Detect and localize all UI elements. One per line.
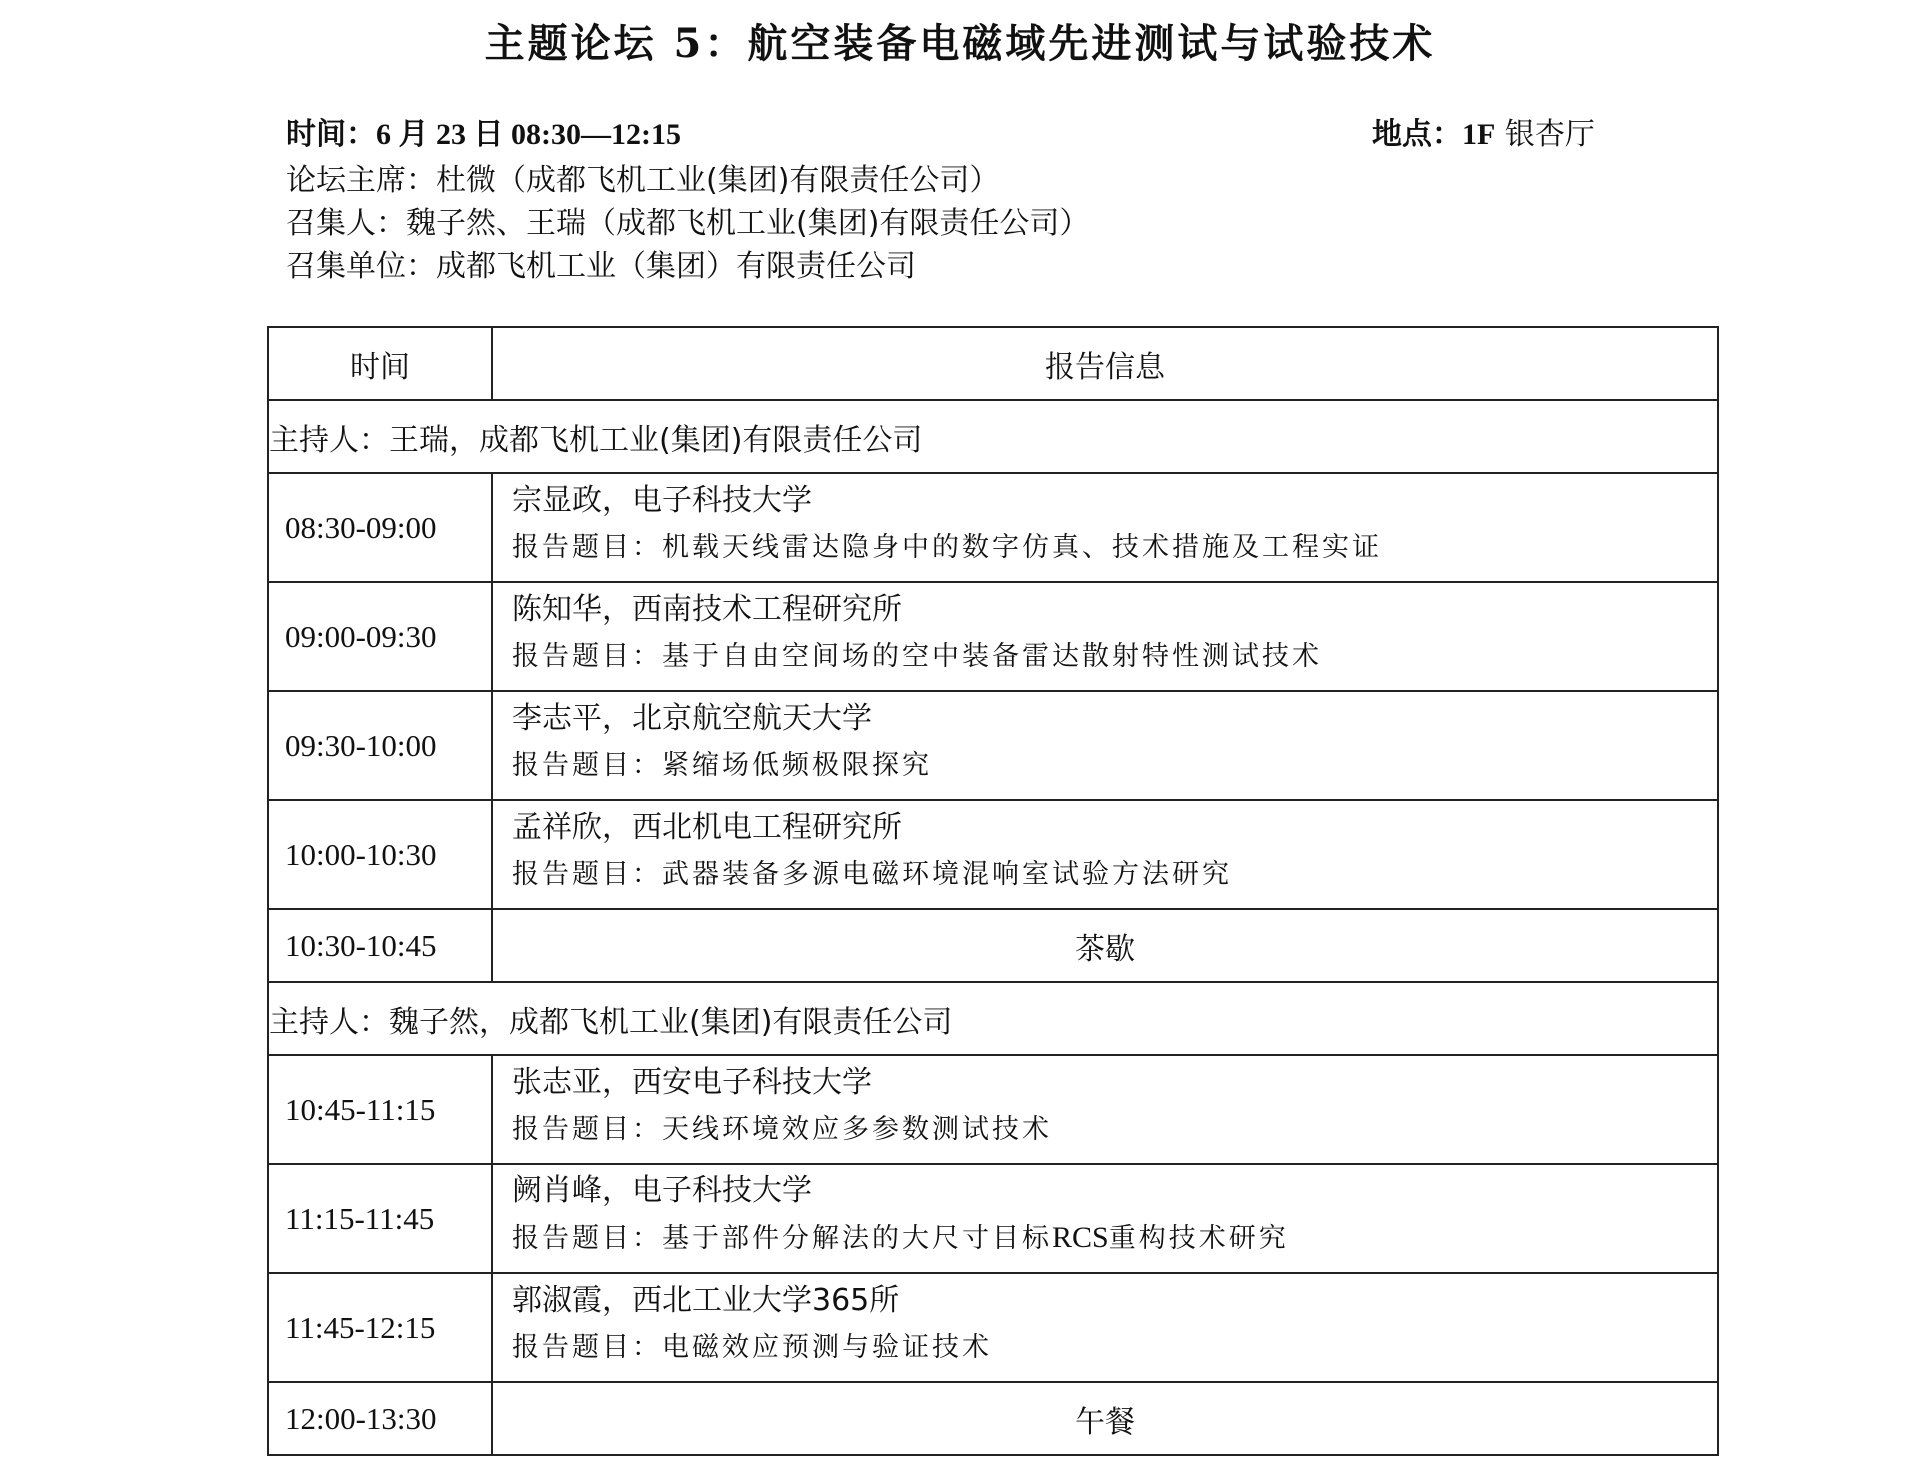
talk-topic: 报告题目：天线环境效应多参数测试技术 bbox=[512, 1113, 1052, 1145]
talk-speaker: 阙肖峰，电子科技大学 bbox=[512, 1173, 812, 1208]
break-time: 10:30-10:45 bbox=[268, 909, 492, 982]
talk-info bbox=[492, 1055, 1718, 1164]
talk-info bbox=[492, 1273, 1718, 1382]
place-label: 地点： bbox=[1372, 117, 1462, 152]
time-value: 6 月 23 日 08:30—12:15 bbox=[376, 118, 681, 151]
table-header-row bbox=[268, 327, 1718, 400]
table-row bbox=[268, 1164, 1718, 1273]
talk-info bbox=[492, 473, 1718, 582]
chair-text: 论坛主席：杜微（成都飞机工业(集团)有限责任公司） bbox=[286, 163, 1000, 198]
host-name: 魏子然，成都飞机工业(集团)有限责任公司 bbox=[389, 1004, 953, 1040]
table-row bbox=[268, 800, 1718, 909]
host-label: 主持人： bbox=[269, 422, 389, 458]
table-row bbox=[268, 582, 1718, 691]
table-row bbox=[268, 1055, 1718, 1164]
talk-topic: 报告题目：基于自由空间场的空中装备雷达散射特性测试技术 bbox=[512, 640, 1322, 672]
talk-speaker: 陈知华，西南技术工程研究所 bbox=[512, 591, 902, 627]
host-label: 主持人： bbox=[269, 1004, 389, 1040]
talk-info bbox=[492, 582, 1718, 691]
break-label: 茶歇 bbox=[492, 909, 1718, 982]
place-hall: 银杏厅 bbox=[1495, 117, 1595, 152]
talk-topic-part: 报告题目：基于部件分解法的大尺寸目标 bbox=[512, 1223, 1052, 1254]
table-row bbox=[268, 691, 1718, 800]
talk-info bbox=[492, 691, 1718, 800]
talk-speaker: 张志亚，西安电子科技大学 bbox=[512, 1064, 872, 1100]
talk-time: 10:45-11:15 bbox=[268, 1055, 492, 1164]
host-name: 王瑞，成都飞机工业(集团)有限责任公司 bbox=[389, 422, 923, 458]
break-label: 午餐 bbox=[492, 1382, 1718, 1455]
header-info: 报告信息 bbox=[492, 327, 1718, 400]
talk-speaker: 宗显政，电子科技大学 bbox=[512, 482, 812, 518]
talk-time: 09:00-09:30 bbox=[268, 582, 492, 691]
table-row bbox=[268, 473, 1718, 582]
talk-topic: 报告题目：紧缩场低频极限探究 bbox=[512, 749, 932, 781]
talk-topic: 报告题目：武器装备多源电磁环境混响室试验方法研究 bbox=[512, 858, 1232, 890]
table-row bbox=[268, 1273, 1718, 1382]
break-row bbox=[268, 909, 1718, 982]
forum-title: 主题论坛 5：航空装备电磁域先进测试与试验技术 bbox=[484, 20, 1436, 67]
talk-speaker: 郭淑霞，西北工业大学365所 bbox=[512, 1282, 900, 1318]
schedule-table bbox=[267, 326, 1719, 1456]
forum-chair bbox=[286, 159, 999, 203]
forum-convening-unit bbox=[286, 245, 916, 289]
talk-topic-rcs: RCS bbox=[1052, 1221, 1109, 1254]
talk-time: 11:45-12:15 bbox=[268, 1273, 492, 1382]
talk-time: 08:30-09:00 bbox=[268, 473, 492, 582]
place-floor: 1F bbox=[1462, 118, 1496, 151]
forum-place bbox=[1372, 113, 1595, 157]
talk-topic: 报告题目：机载天线雷达隐身中的数字仿真、技术措施及工程实证 bbox=[512, 531, 1382, 563]
talk-time: 10:00-10:30 bbox=[268, 800, 492, 909]
host-cell bbox=[268, 400, 1718, 473]
host-row bbox=[268, 400, 1718, 473]
talk-info bbox=[492, 800, 1718, 909]
talk-time: 11:15-11:45 bbox=[268, 1164, 492, 1273]
host-cell bbox=[268, 982, 1718, 1055]
talk-topic bbox=[493, 1217, 1717, 1260]
talk-speaker: 李志平，北京航空航天大学 bbox=[512, 700, 872, 736]
talk-topic: 报告题目：电磁效应预测与验证技术 bbox=[512, 1331, 992, 1363]
break-row bbox=[268, 1382, 1718, 1455]
time-label: 时间： bbox=[286, 117, 376, 152]
convener-text: 召集人：魏子然、王瑞（成都飞机工业(集团)有限责任公司） bbox=[286, 206, 1090, 241]
convening-unit-text: 召集单位：成都飞机工业（集团）有限责任公司 bbox=[286, 249, 916, 284]
talk-info bbox=[492, 1164, 1718, 1273]
forum-time bbox=[286, 113, 681, 157]
host-row bbox=[268, 982, 1718, 1055]
header-time: 时间 bbox=[268, 327, 492, 400]
talk-speaker: 孟祥欣，西北机电工程研究所 bbox=[512, 809, 902, 845]
break-time: 12:00-13:30 bbox=[268, 1382, 492, 1455]
talk-time: 09:30-10:00 bbox=[268, 691, 492, 800]
talk-topic-part: 重构技术研究 bbox=[1108, 1223, 1289, 1254]
forum-convener bbox=[286, 202, 1089, 246]
